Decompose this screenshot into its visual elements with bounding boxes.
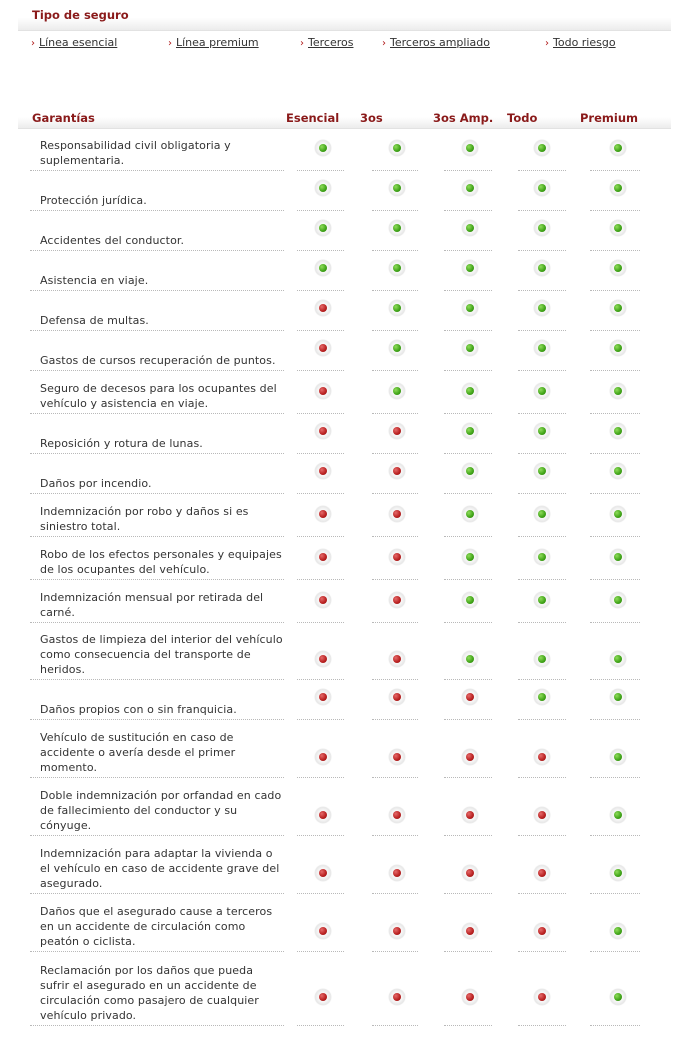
cell-divider [518, 622, 566, 623]
included-status-icon [462, 506, 478, 522]
cell-divider [297, 893, 344, 894]
cell-divider [518, 453, 566, 454]
cell-divider [444, 453, 492, 454]
row-divider [30, 453, 284, 454]
cell-divider [590, 210, 640, 211]
included-status-icon [462, 651, 478, 667]
not-included-status-icon [389, 463, 405, 479]
included-status-icon [389, 300, 405, 316]
cell-divider [297, 777, 344, 778]
not-included-status-icon [315, 300, 331, 316]
cell-divider [444, 622, 492, 623]
row-divider [30, 170, 284, 171]
included-status-icon [534, 260, 550, 276]
cell-divider [372, 579, 418, 580]
included-status-icon [534, 506, 550, 522]
included-status-icon [462, 592, 478, 608]
not-included-status-icon [462, 807, 478, 823]
cell-divider [297, 835, 344, 836]
cell-divider [372, 893, 418, 894]
not-included-status-icon [315, 749, 331, 765]
not-included-status-icon [315, 423, 331, 439]
cell-divider [297, 719, 344, 720]
not-included-status-icon [315, 651, 331, 667]
included-status-icon [462, 340, 478, 356]
cell-divider [590, 893, 640, 894]
column-header-3os-amp: 3os Amp. [433, 111, 494, 125]
included-status-icon [534, 220, 550, 236]
not-included-status-icon [315, 506, 331, 522]
table-row [0, 293, 693, 331]
cell-divider [444, 893, 492, 894]
cell-divider [590, 493, 640, 494]
not-included-status-icon [462, 689, 478, 705]
cell-divider [518, 719, 566, 720]
link-todo-riesgo[interactable]: › Todo riesgo [545, 36, 616, 49]
row-divider [30, 622, 284, 623]
coverage-label-retirada-carne: Indemnización mensual por retirada del carné. [40, 591, 264, 619]
included-status-icon [534, 423, 550, 439]
included-status-icon [315, 220, 331, 236]
table-row [0, 839, 693, 894]
cell-divider [590, 370, 640, 371]
coverage-label-proteccion-juridica: Protección jurídica. [40, 194, 147, 207]
cell-divider [518, 1025, 566, 1026]
included-status-icon [610, 300, 626, 316]
cell-divider [444, 210, 492, 211]
cell-divider [518, 370, 566, 371]
included-status-icon [610, 989, 626, 1005]
table-row [0, 333, 693, 371]
included-status-icon [462, 300, 478, 316]
included-status-icon [462, 383, 478, 399]
coverage-label-asistencia-viaje: Asistencia en viaje. [40, 274, 149, 287]
row-divider [30, 777, 284, 778]
included-status-icon [610, 340, 626, 356]
coverage-label-vehiculo-sustitucion: Vehículo de sustitución en caso de accidente o avería desde el primer momento. [40, 731, 236, 774]
not-included-status-icon [315, 549, 331, 565]
cell-divider [372, 370, 418, 371]
not-included-status-icon [389, 989, 405, 1005]
included-status-icon [389, 260, 405, 276]
included-status-icon [389, 140, 405, 156]
not-included-status-icon [462, 923, 478, 939]
cell-divider [297, 330, 344, 331]
not-included-status-icon [315, 463, 331, 479]
table-row [0, 373, 693, 414]
cell-divider [590, 170, 640, 171]
table-row [0, 955, 693, 1026]
cell-divider [590, 777, 640, 778]
column-header-premium: Premium [580, 111, 638, 125]
not-included-status-icon [534, 989, 550, 1005]
included-status-icon [534, 140, 550, 156]
cell-divider [372, 777, 418, 778]
cell-divider [590, 679, 640, 680]
cell-divider [590, 330, 640, 331]
cell-divider [444, 777, 492, 778]
included-status-icon [610, 865, 626, 881]
table-row [0, 723, 693, 778]
included-status-icon [610, 807, 626, 823]
table-row [0, 625, 693, 680]
not-included-status-icon [534, 865, 550, 881]
row-divider [30, 579, 284, 580]
included-status-icon [534, 340, 550, 356]
included-status-icon [610, 549, 626, 565]
cell-divider [518, 835, 566, 836]
cell-divider [590, 579, 640, 580]
cell-divider [297, 951, 344, 952]
link-terceros[interactable]: › Terceros [300, 36, 354, 49]
included-status-icon [534, 651, 550, 667]
included-status-icon [610, 260, 626, 276]
cell-divider [590, 951, 640, 952]
column-header-todo: Todo [507, 111, 538, 125]
cell-divider [590, 835, 640, 836]
cell-divider [444, 835, 492, 836]
row-divider [30, 413, 284, 414]
cell-divider [444, 1025, 492, 1026]
cell-divider [590, 290, 640, 291]
cell-divider [444, 170, 492, 171]
cell-divider [444, 679, 492, 680]
cell-divider [444, 719, 492, 720]
cell-divider [297, 679, 344, 680]
not-included-status-icon [389, 865, 405, 881]
coverage-label-adaptar-vivienda: Indemnización para adaptar la vivienda o el vehículo en caso de accidente grave del asegurado. [40, 847, 280, 890]
included-status-icon [462, 260, 478, 276]
table-row [0, 173, 693, 211]
table-row [0, 253, 693, 291]
included-status-icon [315, 260, 331, 276]
cell-divider [372, 719, 418, 720]
included-status-icon [534, 463, 550, 479]
row-divider [30, 493, 284, 494]
cell-divider [297, 370, 344, 371]
cell-divider [518, 290, 566, 291]
table-row [0, 897, 693, 952]
not-included-status-icon [389, 423, 405, 439]
cell-divider [297, 1025, 344, 1026]
cell-divider [372, 330, 418, 331]
not-included-status-icon [534, 749, 550, 765]
cell-divider [590, 453, 640, 454]
not-included-status-icon [315, 689, 331, 705]
coverage-label-cursos-puntos: Gastos de cursos recuperación de puntos. [40, 354, 276, 367]
cell-divider [518, 493, 566, 494]
not-included-status-icon [315, 865, 331, 881]
row-divider [30, 330, 284, 331]
included-status-icon [462, 423, 478, 439]
not-included-status-icon [389, 549, 405, 565]
included-status-icon [462, 463, 478, 479]
coverage-label-danos-propios: Daños propios con o sin franquicia. [40, 703, 237, 716]
cell-divider [590, 250, 640, 251]
cell-divider [372, 536, 418, 537]
included-status-icon [534, 689, 550, 705]
cell-divider [518, 210, 566, 211]
cell-divider [518, 170, 566, 171]
not-included-status-icon [315, 340, 331, 356]
cell-divider [518, 679, 566, 680]
not-included-status-icon [389, 506, 405, 522]
included-status-icon [315, 180, 331, 196]
table-row [0, 416, 693, 454]
coverage-label-doble-indemnizacion: Doble indemnización por orfandad en cado de fallecimiento del conductor y su cónyuge. [40, 789, 282, 832]
cell-divider [297, 413, 344, 414]
included-status-icon [610, 749, 626, 765]
included-status-icon [462, 140, 478, 156]
cell-divider [590, 413, 640, 414]
coverage-label-lunas: Reposición y rotura de lunas. [40, 437, 203, 450]
not-included-status-icon [389, 749, 405, 765]
included-status-icon [610, 383, 626, 399]
row-divider [30, 370, 284, 371]
cell-divider [297, 536, 344, 537]
table-row [0, 582, 693, 623]
cell-divider [444, 330, 492, 331]
included-status-icon [462, 220, 478, 236]
insurance-type-links [0, 36, 693, 52]
included-status-icon [610, 506, 626, 522]
included-status-icon [534, 180, 550, 196]
included-status-icon [610, 140, 626, 156]
link-terceros-ampliado[interactable]: › Terceros ampliado [382, 36, 490, 49]
chevron-right-icon: › [545, 38, 549, 49]
table-row [0, 133, 693, 171]
included-status-icon [315, 140, 331, 156]
included-status-icon [534, 592, 550, 608]
not-included-status-icon [534, 923, 550, 939]
coverage-label-reclamacion-danos: Reclamación por los daños que pueda sufrir el asegurado en un accidente de circulación como pasajero de cualquier vehículo privado. [40, 964, 259, 1022]
cell-divider [297, 250, 344, 251]
not-included-status-icon [315, 592, 331, 608]
coverage-label-seguro-decesos: Seguro de decesos para los ocupantes del vehículo y asistencia en viaje. [40, 382, 277, 410]
cell-divider [372, 493, 418, 494]
tipo-seguro-header [18, 2, 671, 31]
cell-divider [372, 835, 418, 836]
cell-divider [590, 622, 640, 623]
not-included-status-icon [315, 989, 331, 1005]
cell-divider [372, 622, 418, 623]
cell-divider [444, 413, 492, 414]
cell-divider [372, 1025, 418, 1026]
not-included-status-icon [462, 749, 478, 765]
row-divider [30, 719, 284, 720]
row-divider [30, 679, 284, 680]
table-row [0, 781, 693, 836]
coverage-label-danos-terceros: Daños que el asegurado cause a terceros en un accidente de circulación como peatón o ciclista. [40, 905, 273, 948]
cell-divider [518, 893, 566, 894]
cell-divider [590, 1025, 640, 1026]
not-included-status-icon [462, 989, 478, 1005]
included-status-icon [610, 180, 626, 196]
cell-divider [444, 579, 492, 580]
included-status-icon [389, 340, 405, 356]
column-header-3os: 3os [360, 111, 383, 125]
row-divider [30, 835, 284, 836]
not-included-status-icon [462, 865, 478, 881]
cell-divider [372, 210, 418, 211]
cell-divider [518, 330, 566, 331]
cell-divider [590, 719, 640, 720]
coverage-label-incendio: Daños por incendio. [40, 477, 152, 490]
included-status-icon [610, 463, 626, 479]
coverage-label-defensa-multas: Defensa de multas. [40, 314, 149, 327]
link-linea-premium[interactable]: › Línea premium [168, 36, 259, 49]
cell-divider [372, 250, 418, 251]
cell-divider [444, 493, 492, 494]
not-included-status-icon [315, 383, 331, 399]
coverage-label-responsabilidad-civil: Responsabilidad civil obligatoria y suplementaria. [40, 139, 231, 167]
cell-divider [444, 250, 492, 251]
cell-divider [590, 536, 640, 537]
not-included-status-icon [389, 689, 405, 705]
included-status-icon [534, 549, 550, 565]
link-linea-esencial[interactable]: › Línea esencial [31, 36, 118, 49]
included-status-icon [610, 689, 626, 705]
not-included-status-icon [389, 807, 405, 823]
coverage-label-robo-efectos: Robo de los efectos personales y equipajes de los ocupantes del vehículo. [40, 548, 282, 576]
table-row [0, 213, 693, 251]
cell-divider [444, 536, 492, 537]
cell-divider [297, 493, 344, 494]
row-divider [30, 536, 284, 537]
row-divider [30, 1025, 284, 1026]
not-included-status-icon [315, 923, 331, 939]
garantias-header: Garantías [32, 111, 95, 125]
included-status-icon [389, 180, 405, 196]
cell-divider [518, 413, 566, 414]
table-row [0, 496, 693, 537]
included-status-icon [610, 592, 626, 608]
cell-divider [518, 579, 566, 580]
cell-divider [518, 777, 566, 778]
row-divider [30, 893, 284, 894]
cell-divider [444, 290, 492, 291]
cell-divider [297, 453, 344, 454]
cell-divider [297, 170, 344, 171]
included-status-icon [462, 549, 478, 565]
cell-divider [444, 370, 492, 371]
tipo-seguro-title: Tipo de seguro [32, 8, 129, 22]
row-divider [30, 951, 284, 952]
not-included-status-icon [389, 923, 405, 939]
row-divider [30, 210, 284, 211]
row-divider [30, 290, 284, 291]
not-included-status-icon [534, 807, 550, 823]
table-row [0, 682, 693, 720]
cell-divider [297, 210, 344, 211]
cell-divider [297, 579, 344, 580]
cell-divider [372, 413, 418, 414]
included-status-icon [610, 220, 626, 236]
included-status-icon [534, 383, 550, 399]
chevron-right-icon: › [168, 38, 172, 49]
included-status-icon [462, 180, 478, 196]
cell-divider [297, 622, 344, 623]
included-status-icon [389, 220, 405, 236]
included-status-icon [610, 651, 626, 667]
not-included-status-icon [389, 651, 405, 667]
included-status-icon [610, 423, 626, 439]
cell-divider [372, 170, 418, 171]
coverage-label-limpieza-interior: Gastos de limpieza del interior del vehículo como consecuencia del transporte de heridos. [40, 633, 283, 676]
cell-divider [518, 536, 566, 537]
not-included-status-icon [315, 807, 331, 823]
coverage-label-accidentes-conductor: Accidentes del conductor. [40, 234, 185, 247]
cell-divider [372, 290, 418, 291]
cell-divider [372, 679, 418, 680]
chevron-right-icon: › [300, 38, 304, 49]
table-row [0, 539, 693, 580]
column-header-esencial: Esencial [286, 111, 340, 125]
cell-divider [297, 290, 344, 291]
table-row [0, 456, 693, 494]
cell-divider [518, 250, 566, 251]
cell-divider [372, 453, 418, 454]
coverage-label-robo-siniestro: Indemnización por robo y daños si es siniestro total. [40, 505, 249, 533]
cell-divider [518, 951, 566, 952]
included-status-icon [389, 383, 405, 399]
coverage-table-header [18, 104, 671, 129]
chevron-right-icon: › [382, 38, 386, 49]
row-divider [30, 250, 284, 251]
cell-divider [444, 951, 492, 952]
included-status-icon [610, 923, 626, 939]
not-included-status-icon [389, 592, 405, 608]
cell-divider [372, 951, 418, 952]
included-status-icon [534, 300, 550, 316]
chevron-right-icon: › [31, 38, 35, 49]
